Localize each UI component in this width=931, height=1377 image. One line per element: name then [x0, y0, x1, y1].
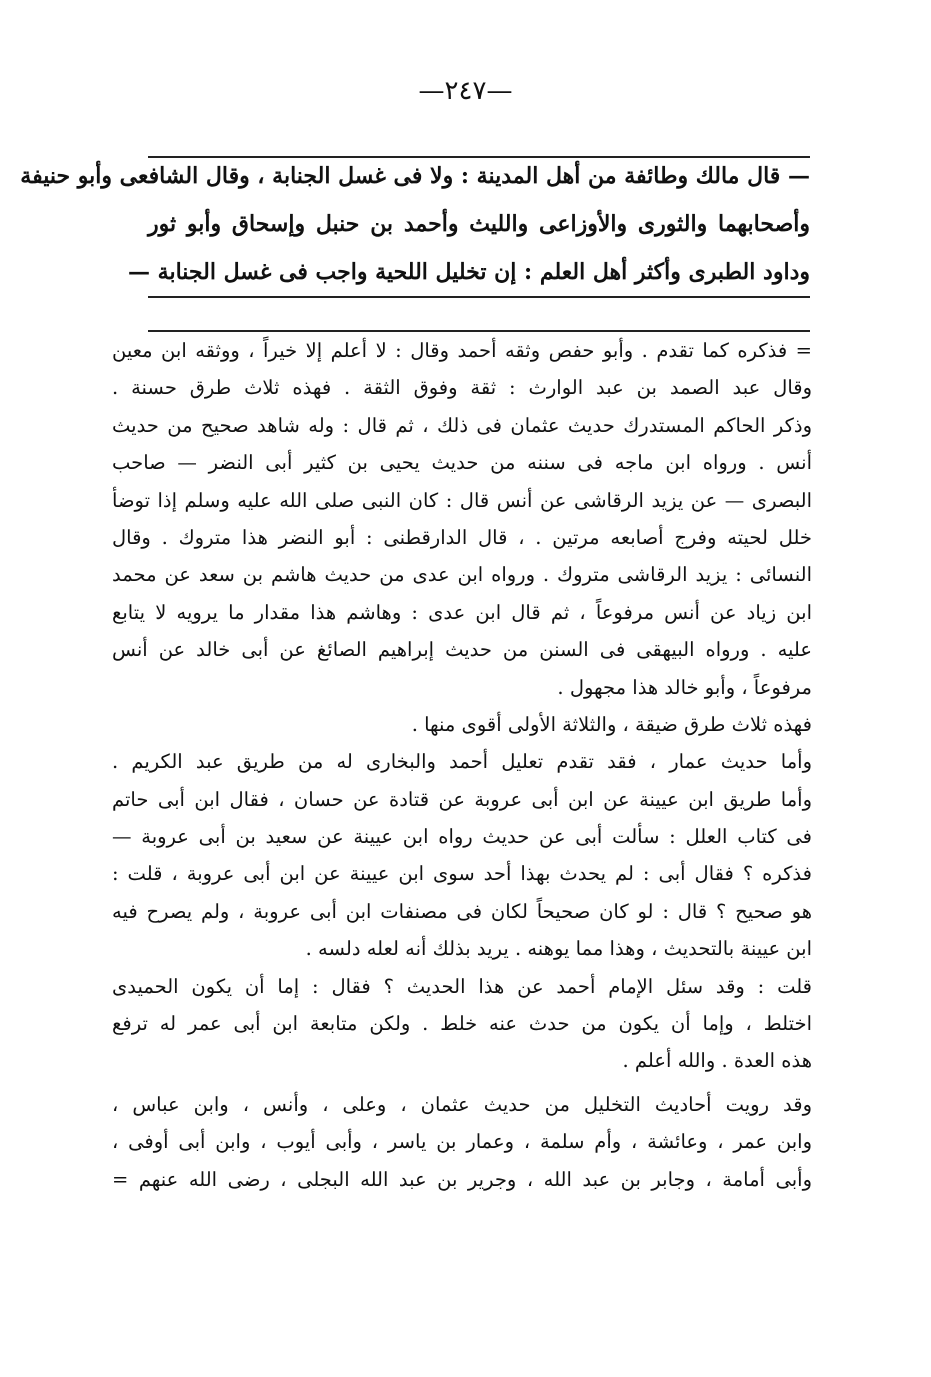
commentary-line: البصرى — عن يزيد الرقاشى عن أنس قال : كان النبى صلى الله عليه وسلم إذا توضأ	[112, 488, 812, 512]
main-text-block	[20, 152, 810, 296]
page-number: —٢٤٧—	[418, 76, 513, 106]
commentary-line: وقال عبد الصمد بن عبد الوارث : ثقة وفوق الثقة . فهذه ثلاث طرق حسنة .	[112, 376, 812, 400]
commentary-line: خلل لحيته وفرج أصابعه مرتين . ، قال الدارقطنى : أبو النضر هذا متروك . وقال	[112, 525, 812, 549]
commentary-line: وأما حديث عمار ، فقد تقدم تعليل أحمد والبخارى له من طريق عبد الكريم .	[112, 750, 812, 774]
main-text-line: وداود الطبرى وأكثر أهل العلم : إن تخليل اللحية واجب فى غسل الجنابة —	[128, 259, 810, 285]
commentary-line: وأما طريق ابن عيينة عن ابن أبى عروبة عن قتادة عن حسان ، فقال ابن أبى حاتم	[112, 787, 812, 811]
commentary-line: = فذكره كما تقدم . وأبو حفص وثقه أحمد وقال : لا أعلم إلا خيراً ، ووثقه ابن معين	[112, 339, 812, 362]
commentary-line: فذكره ؟ فقال أبى : لم يحدث بهذا أحد سوى ابن عيينة عن ابن أبى عروبة ، قلت :	[112, 862, 812, 886]
commentary-line: فى كتاب العلل : سألت أبى عن حديث رواه ابن عيينة عن سعيد بن أبى عروبة —	[112, 825, 812, 849]
commentary-line: وذكر الحاكم المستدرك حديث عثمان فى ذلك ، ثم قال : وله شاهد صحيح من حديث	[112, 413, 812, 437]
commentary-block	[112, 332, 812, 1198]
commentary-line: عليه . ورواه البيهقى فى السنن من حديث إبراهيم الصائغ عن أبى خالد عن أنس	[112, 638, 812, 662]
commentary-line: مرفوعاً ، وأبو خالد هذا مجهول .	[557, 675, 812, 699]
commentary-line: أنس . ورواه ابن ماجه فى سننه من حديث يحيى بن كثير أبى النضر — صاحب	[112, 451, 812, 475]
commentary-line: اختلط ، وإما أن يكون من حدث عنه خلط . ولكن متابعة ابن أبى عمر له ترفع	[112, 1012, 812, 1036]
commentary-line: ابن زياد عن أنس مرفوعاً ، ثم قال ابن عدى : وهاشم هذا مقدار ما يرويه لا يتابع	[112, 600, 812, 624]
main-text-line: — قال مالك وطائفة من أهل المدينة : ولا فى غسل الجنابة ، وقال الشافعى وأبو حنيفة	[20, 163, 810, 189]
commentary-line: وأبى أمامة ، وجابر بن عبد الله ، وجرير بن عبد الله البجلى ، رضى الله عنهم =	[112, 1167, 812, 1191]
middle-divider	[148, 296, 810, 298]
main-text-line: وأصحابهما والثورى والأوزاعى والليث وأحمد بن حنبل وإسحاق وأبو ثور	[148, 211, 810, 237]
commentary-line: هو صحيح ؟ قال : لو كان صحيحاً لكان فى مصنفات ابن أبى عروبة ، ولم يصرح فيه	[112, 899, 812, 923]
commentary-line: وابن عمر ، وعائشة ، وأم سلمة ، وعمار بن ياسر ، وأبى أيوب ، وابن أبى أوفى ،	[112, 1130, 812, 1154]
commentary-line: هذه العدة . والله أعلم .	[622, 1049, 812, 1073]
commentary-line: ابن عيينة بالتحديث ، وهذا مما يوهنه . يريد بذلك أنه لعله دلسه .	[305, 937, 812, 961]
commentary-line: وقد رويت أحاديث التخليل من حديث عثمان ، وعلى ، وأنس ، وابن عباس ،	[112, 1092, 812, 1116]
commentary-line: قلت : وقد سئل الإمام أحمد عن هذا الحديث ؟ فقال : إما أن يكون الحميدى	[112, 974, 812, 998]
commentary-line: النسائى : يزيد الرقاشى متروك . ورواه ابن عدى من حديث هاشم بن سعد عن محمد	[112, 563, 812, 587]
commentary-line: فهذه ثلاث طرق ضيقة ، والثلاثة الأولى أقوى منها .	[411, 712, 812, 736]
